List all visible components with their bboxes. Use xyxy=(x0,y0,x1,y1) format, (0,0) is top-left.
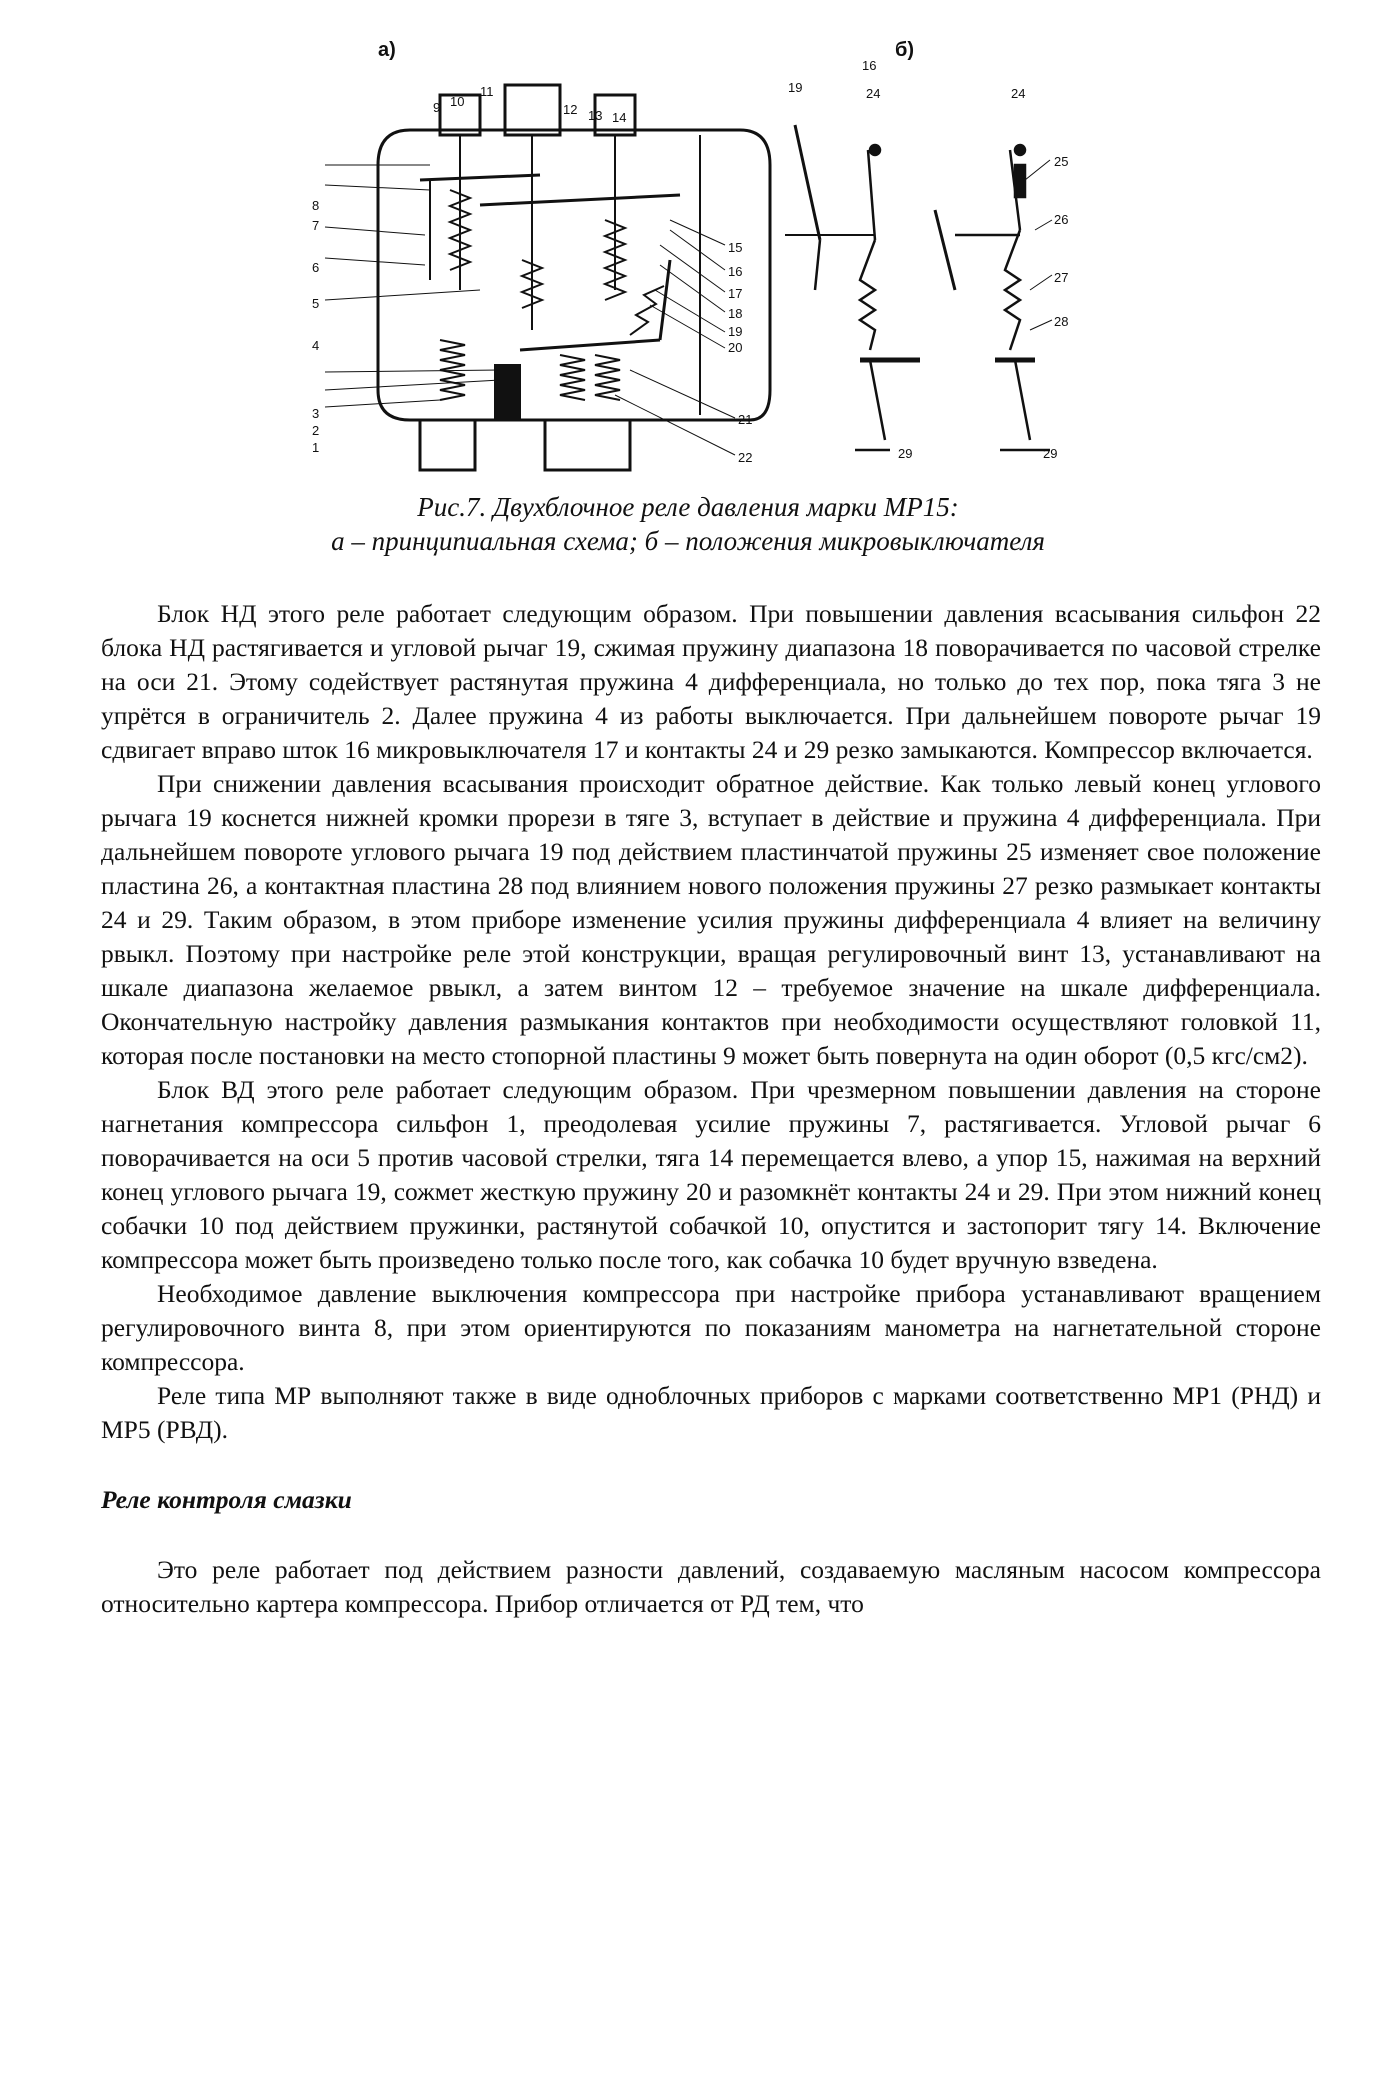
caption-line-2: а – принципиальная схема; б – положения микровыключателя xyxy=(331,526,1045,556)
section-heading: Реле контроля смазки xyxy=(101,1485,352,1514)
paragraph: Необходимое давление выключения компрессора при настройке прибора устанавливают вращением регулировочного винта 8, при этом ориентируются по показаниям манометра на нагнетательной стороне компрессора. xyxy=(101,1279,1321,1376)
diagram-a xyxy=(325,85,770,470)
num-16-b: 16 xyxy=(862,58,877,73)
num-16: 16 xyxy=(728,264,743,279)
relay-diagram xyxy=(312,30,1100,480)
num-7: 7 xyxy=(312,218,320,233)
num-14: 14 xyxy=(612,110,627,125)
num-26: 26 xyxy=(1054,212,1069,227)
num-2: 2 xyxy=(312,423,320,438)
paragraph: Реле типа МР выполняют также в виде одноблочных приборов с марками соответственно МР1 (РНД) и МР5 (РВД). xyxy=(101,1381,1321,1444)
num-6: 6 xyxy=(312,260,320,275)
num-12: 12 xyxy=(563,102,578,117)
num-29-right: 29 xyxy=(1043,446,1058,461)
paragraph: Это реле работает под действием разности давлений, создаваемую масляным насосом компрессора относительно картера компрессора. Прибор отличается от РД тем, что xyxy=(101,1555,1321,1618)
paragraph: При снижении давления всасывания происходит обратное действие. Как только левый конец углового рычага 19 коснется нижней кромки прорези в тяге 3, вступает в действие и пружина 4 дифференциала. При дальнейшем повороте углового рычага 19 под действием пластинчатой пружины 25 изменяет свое положение пластина 26, а контактная пластина 28 под влиянием нового положения пружины 27 резко размыкает контакты 24 и 29. Таким образом, в этом приборе изменение усилия пружины дифференциала 4 влияет на величину pвыкл. Поэтому при настройке реле этой конструкции, вращая регулировочный винт 13, устанавливают на шкале диапазона желаемое pвыкл, а затем винтом 12 – требуемое значение на шкале дифференциала. Окончательную настройку давления размыкания контактов при необходимости осуществляют головкой 11, которая после постановки на место стопорной пластины 9 может быть повернута на один оборот (0,5 кгс/см2). xyxy=(101,769,1321,1070)
num-1: 1 xyxy=(312,440,320,455)
num-8: 8 xyxy=(312,198,320,213)
figure xyxy=(312,30,1100,480)
figure-numbers xyxy=(312,58,1068,465)
num-29-left: 29 xyxy=(898,446,913,461)
num-5: 5 xyxy=(312,296,320,311)
figure-label-a: а) xyxy=(378,39,396,61)
paragraph: Блок ВД этого реле работает следующим образом. При чрезмерном повышении давления на стороне нагнетания компрессора сильфон 1, преодолевая усилие пружины 7, растягивается. Угловой рычаг 6 поворачивается на оси 5 против часовой стрелки, тяга 14 перемещается влево, а упор 15, нажимая на верхний конец углового рычага 19, сожмет жесткую пружину 20 и разомкнёт контакты 24 и 29. При этом нижний конец собачки 10 под действием пружинки, растянутой собачкой 10, опустится и застопорит тягу 14. Включение компрессора может быть произведено только после того, как собачка 10 будет вручную взведена. xyxy=(101,1075,1321,1274)
num-19: 19 xyxy=(728,324,743,339)
num-24-right: 24 xyxy=(1011,86,1026,101)
num-3: 3 xyxy=(312,406,320,421)
num-13: 13 xyxy=(588,108,603,123)
num-22: 22 xyxy=(738,450,753,465)
diagram-b xyxy=(785,125,1052,450)
paragraph: Блок НД этого реле работает следующим образом. При повышении давления всасывания сильфон 22 блока НД растягивается и угловой рычаг 19, сжимая пружину диапазона 18 поворачивается по часовой стрелке на оси 21. Этому содействует растянутая пружина 4 дифференциала, но только до тех пор, пока тяга 3 не упрётся в ограничитель 2. Далее пружина 4 из работы выключается. При дальнейшем повороте рычаг 19 сдвигает вправо шток 16 микровыключателя 17 и контакты 24 и 29 резко замыкаются. Компрессор включается. xyxy=(101,599,1321,764)
num-24-left: 24 xyxy=(866,86,881,101)
num-9: 9 xyxy=(433,100,441,115)
figure-label-b: б) xyxy=(895,39,915,61)
num-27: 27 xyxy=(1054,270,1069,285)
num-4: 4 xyxy=(312,338,320,353)
num-11: 11 xyxy=(480,84,494,99)
figure-caption xyxy=(0,490,1376,558)
num-21: 21 xyxy=(738,412,753,427)
num-18: 18 xyxy=(728,306,743,321)
caption-line-1: Рис.7. Двухблочное реле давления марки МР15: xyxy=(417,492,959,522)
body-text xyxy=(101,597,1321,1621)
num-17: 17 xyxy=(728,286,743,301)
num-19-b: 19 xyxy=(788,80,803,95)
num-25: 25 xyxy=(1054,154,1069,169)
num-28: 28 xyxy=(1054,314,1069,329)
num-20: 20 xyxy=(728,340,743,355)
num-15: 15 xyxy=(728,240,743,255)
num-10: 10 xyxy=(450,94,465,109)
